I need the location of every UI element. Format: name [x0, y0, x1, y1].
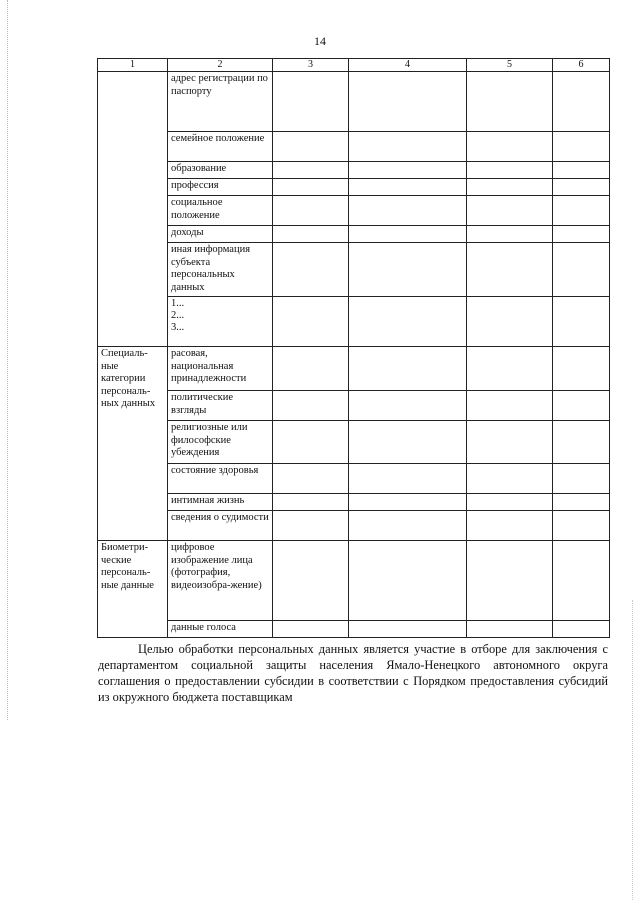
- header-col-6: 6: [553, 59, 610, 72]
- table-row: [98, 297, 610, 347]
- header-col-3: 3: [273, 59, 349, 72]
- table-row: [98, 243, 610, 297]
- header-col-2: 2: [168, 59, 273, 72]
- right-margin-scan-artifact: [632, 600, 634, 900]
- category-continued-cell: [98, 72, 168, 347]
- table-row: [98, 494, 610, 511]
- row-label: образование: [168, 162, 273, 179]
- table-row: [98, 196, 610, 226]
- table-row: [98, 621, 610, 638]
- table-row: [98, 464, 610, 494]
- table-row: [98, 179, 610, 196]
- list-item: 3...: [171, 322, 185, 333]
- table-row: [98, 72, 610, 132]
- row-label: интимная жизнь: [168, 494, 273, 511]
- header-col-4: 4: [349, 59, 467, 72]
- table-row: [98, 226, 610, 243]
- row-label: семейное положение: [168, 132, 273, 162]
- table-row: [98, 347, 610, 391]
- table-row: [98, 541, 610, 621]
- category-biometric: Биометри-ческие персональ-ные данные: [98, 541, 168, 638]
- row-label: состояние здоровья: [168, 464, 273, 494]
- left-margin-scan-artifact: [7, 0, 9, 720]
- table-row: [98, 421, 610, 464]
- numbered-list: [168, 297, 273, 347]
- list-item: 2...: [171, 310, 185, 321]
- header-col-1: 1: [98, 59, 168, 72]
- row-label: адрес регистрации по паспорту: [168, 72, 273, 132]
- header-col-5: 5: [467, 59, 553, 72]
- list-item: 1...: [171, 298, 185, 309]
- category-special: Специаль-ные категории персональ-ных данных: [98, 347, 168, 541]
- table-row: [98, 132, 610, 162]
- personal-data-table: [97, 58, 610, 638]
- row-label: данные голоса: [168, 621, 273, 638]
- table-header-row: [98, 59, 610, 72]
- table-row: [98, 391, 610, 421]
- row-label: доходы: [168, 226, 273, 243]
- row-label: иная информация субъекта персональных данных: [168, 243, 273, 297]
- row-label: профессия: [168, 179, 273, 196]
- row-label: сведения о судимости: [168, 511, 273, 541]
- row-label: политические взгляды: [168, 391, 273, 421]
- row-label: цифровое изображение лица (фотография, видеоизобра-жение): [168, 541, 273, 621]
- row-label: расовая, национальная принадлежности: [168, 347, 273, 391]
- page-number: 14: [314, 34, 326, 48]
- table-row: [98, 162, 610, 179]
- row-label: религиозные или философские убеждения: [168, 421, 273, 464]
- table-row: [98, 511, 610, 541]
- row-label: социальное положение: [168, 196, 273, 226]
- body-paragraph: Целью обработки персональных данных является участие в отборе для заключения с департаментом социальной защиты населения Ямало-Ненецкого автономного округа соглашения о предоставлении субсидии в соответствии с Порядком предоставления субсидий из окружного бюджета поставщикам: [98, 642, 608, 704]
